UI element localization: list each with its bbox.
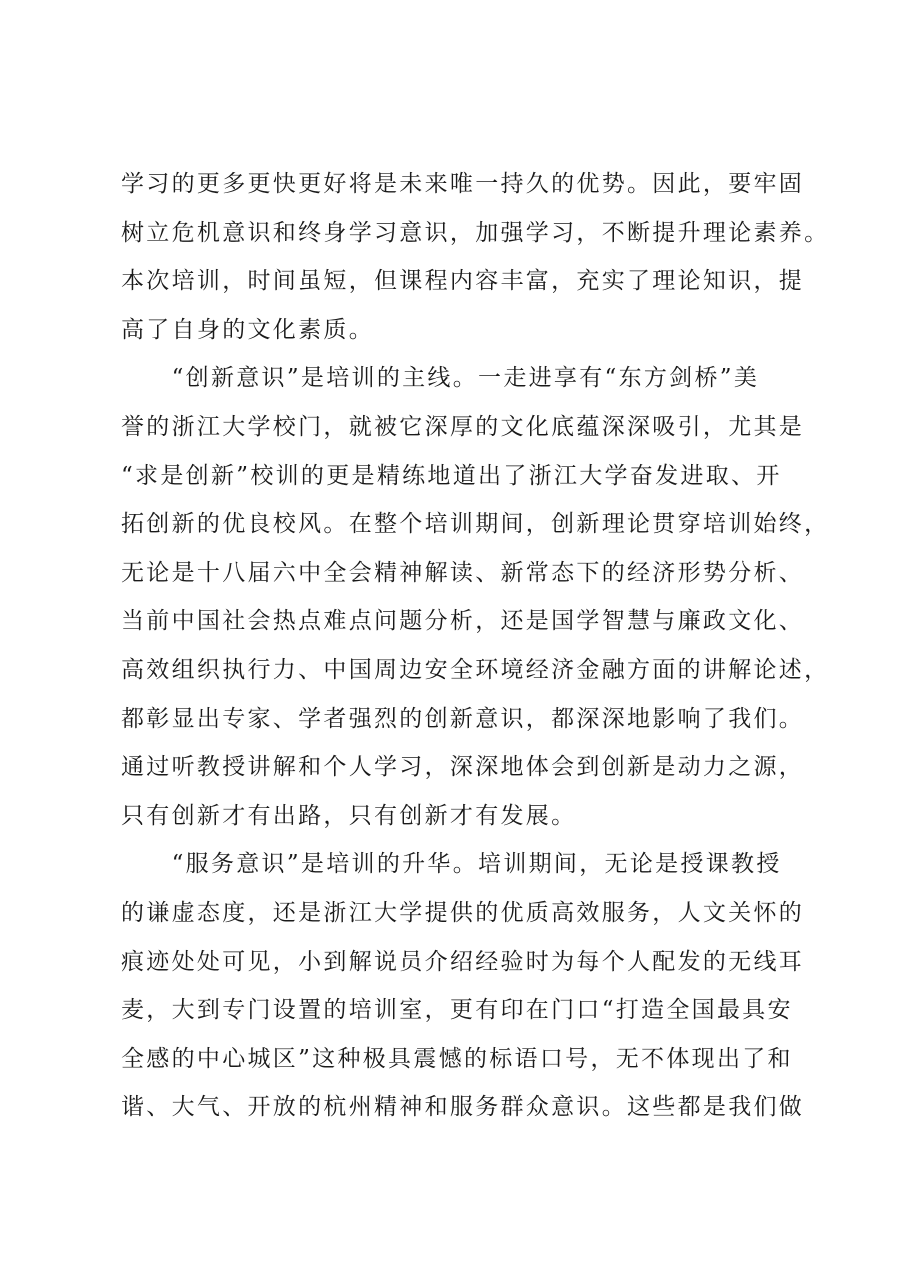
text-line: “创新意识”是培训的主线。一走进享有“东方剑桥”美 [121,365,760,392]
text-line: 本次培训，时间虽短，但课程内容丰富，充实了理论知识，提 [121,268,805,295]
text-line: 当前中国社会热点难点问题分析，还是国学智慧与廉政文化、 [121,608,805,635]
text-line: 谐、大气、开放的杭州精神和服务群众意识。这些都是我们做 [121,1094,805,1121]
text-line: 麦，大到专门设置的培训室，更有印在门口“打造全国最具安 [121,997,793,1024]
text-line: 学习的更多更快更好将是未来唯一持久的优势。因此，要牢固 [121,171,805,197]
text-line: 的谦虚态度，还是浙江大学提供的优质高效服务，人文关怀的 [121,899,805,926]
text-line: 高效组织执行力、中国周边安全环境经济金融方面的讲解论述， [121,656,830,683]
text-line: 只有创新才有出路，只有创新才有发展。 [121,802,577,829]
text-line: 誉的浙江大学校门，就被它深厚的文化底蕴深深吸引，尤其是 [121,413,805,440]
text-line: “服务意识”是培训的升华。培训期间，无论是授课教授 [121,851,782,878]
text-line: “求是创新”校训的更是精练地道出了浙江大学奋发进取、开 [121,462,782,489]
text-line: 都彰显出专家、学者强烈的创新意识，都深深地影响了我们。 [121,705,805,732]
text-line: 拓创新的优良校风。在整个培训期间，创新理论贯穿培训始终， [121,511,830,538]
text-line: 高了自身的文化素质。 [121,316,374,343]
text-line: 无论是十八届六中全会精神解读、新常态下的经济形势分析、 [121,559,805,586]
text-line: 全感的中心城区”这种极具震憾的标语口号，无不体现出了和 [121,1045,793,1072]
text-line: 通过听教授讲解和个人学习，深深地体会到创新是动力之源， [121,754,805,781]
text-line: 树立危机意识和终身学习意识，加强学习，不断提升理论素养。 [121,219,830,246]
text-line: 痕迹处处可见，小到解说员介绍经验时为每个人配发的无线耳 [121,948,805,975]
body-text [121,160,830,1132]
